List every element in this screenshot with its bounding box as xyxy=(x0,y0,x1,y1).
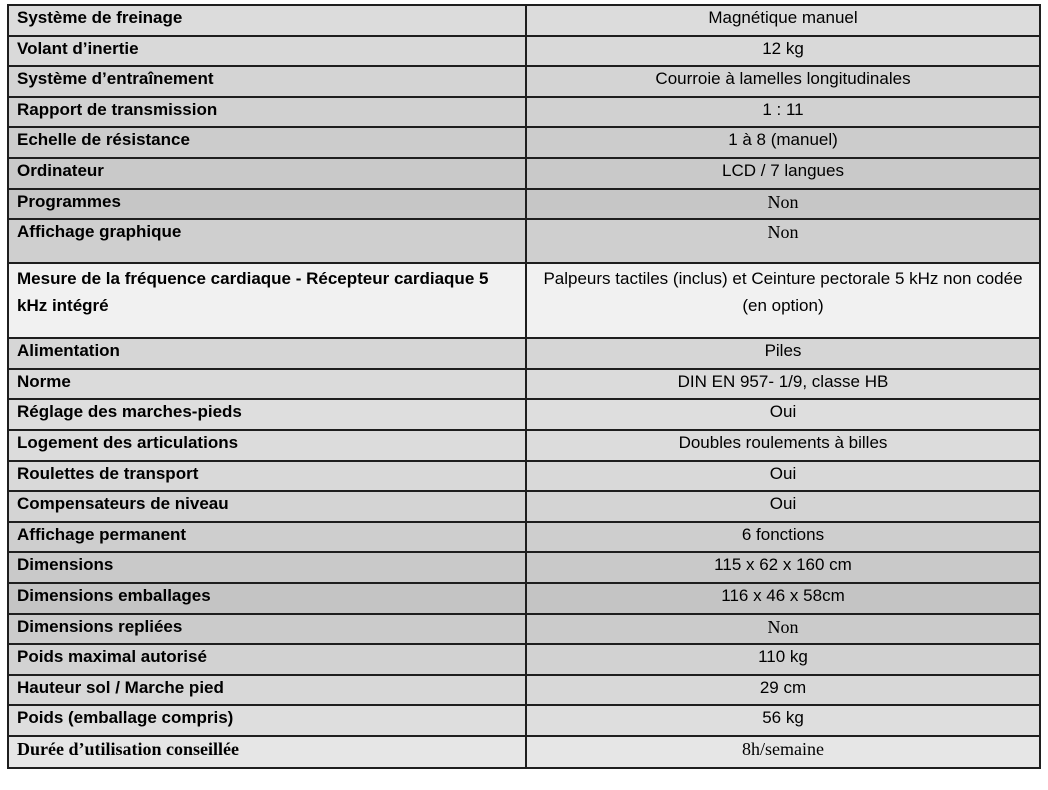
table-row xyxy=(8,583,1040,614)
row-label: Poids maximal autorisé xyxy=(8,644,526,675)
row-label: Dimensions repliées xyxy=(8,614,526,645)
table-row xyxy=(8,522,1040,553)
row-label: Norme xyxy=(8,369,526,400)
table-row xyxy=(8,491,1040,522)
row-value: 116 x 46 x 58cm xyxy=(526,583,1040,614)
table-row xyxy=(8,36,1040,67)
row-value: Non xyxy=(526,219,1040,263)
table-row xyxy=(8,644,1040,675)
table-row xyxy=(8,399,1040,430)
row-value: LCD / 7 langues xyxy=(526,158,1040,189)
table-row xyxy=(8,430,1040,461)
table-row xyxy=(8,705,1040,736)
row-value: Oui xyxy=(526,399,1040,430)
table-row xyxy=(8,675,1040,706)
row-value: 56 kg xyxy=(526,705,1040,736)
table-row xyxy=(8,127,1040,158)
row-value: Oui xyxy=(526,461,1040,492)
table-row xyxy=(8,5,1040,36)
row-label: Echelle de résistance xyxy=(8,127,526,158)
row-value: Oui xyxy=(526,491,1040,522)
row-label: Hauteur sol / Marche pied xyxy=(8,675,526,706)
table-row xyxy=(8,219,1040,263)
row-label: Dimensions emballages xyxy=(8,583,526,614)
row-label: Système d’entraînement xyxy=(8,66,526,97)
row-label: Affichage permanent xyxy=(8,522,526,553)
row-value: 115 x 62 x 160 cm xyxy=(526,552,1040,583)
row-value: 1 : 11 xyxy=(526,97,1040,128)
row-label: Système de freinage xyxy=(8,5,526,36)
row-label: Volant d’inertie xyxy=(8,36,526,67)
row-label: Poids (emballage compris) xyxy=(8,705,526,736)
table-row xyxy=(8,158,1040,189)
row-label: Compensateurs de niveau xyxy=(8,491,526,522)
row-value: Magnétique manuel xyxy=(526,5,1040,36)
row-label: Rapport de transmission xyxy=(8,97,526,128)
table-row xyxy=(8,263,1040,338)
table-row xyxy=(8,338,1040,369)
row-label: Affichage graphique xyxy=(8,219,526,263)
row-value: Piles xyxy=(526,338,1040,369)
row-label: Programmes xyxy=(8,189,526,220)
row-label: Dimensions xyxy=(8,552,526,583)
table-row xyxy=(8,614,1040,645)
row-label: Logement des articulations xyxy=(8,430,526,461)
row-label: Mesure de la fréquence cardiaque - Récepteur cardiaque 5 kHz intégré xyxy=(8,263,526,338)
table-row xyxy=(8,736,1040,768)
row-label: Roulettes de transport xyxy=(8,461,526,492)
row-value: Non xyxy=(526,614,1040,645)
table-row xyxy=(8,97,1040,128)
row-value: 6 fonctions xyxy=(526,522,1040,553)
row-label: Alimentation xyxy=(8,338,526,369)
row-value: 29 cm xyxy=(526,675,1040,706)
row-label: Durée d’utilisation conseillée xyxy=(8,736,526,768)
spec-table xyxy=(7,4,1041,769)
row-value: Non xyxy=(526,189,1040,220)
row-label: Réglage des marches-pieds xyxy=(8,399,526,430)
row-value: Palpeurs tactiles (inclus) et Ceinture pectorale 5 kHz non codée (en option) xyxy=(526,263,1040,338)
row-value: Courroie à lamelles longitudinales xyxy=(526,66,1040,97)
table-row xyxy=(8,189,1040,220)
table-row xyxy=(8,461,1040,492)
table-row xyxy=(8,369,1040,400)
row-label: Ordinateur xyxy=(8,158,526,189)
row-value: DIN EN 957- 1/9, classe HB xyxy=(526,369,1040,400)
row-value: 110 kg xyxy=(526,644,1040,675)
row-value: 8h/semaine xyxy=(526,736,1040,768)
table-row xyxy=(8,66,1040,97)
row-value: 12 kg xyxy=(526,36,1040,67)
row-value: Doubles roulements à billes xyxy=(526,430,1040,461)
row-value: 1 à 8 (manuel) xyxy=(526,127,1040,158)
table-row xyxy=(8,552,1040,583)
